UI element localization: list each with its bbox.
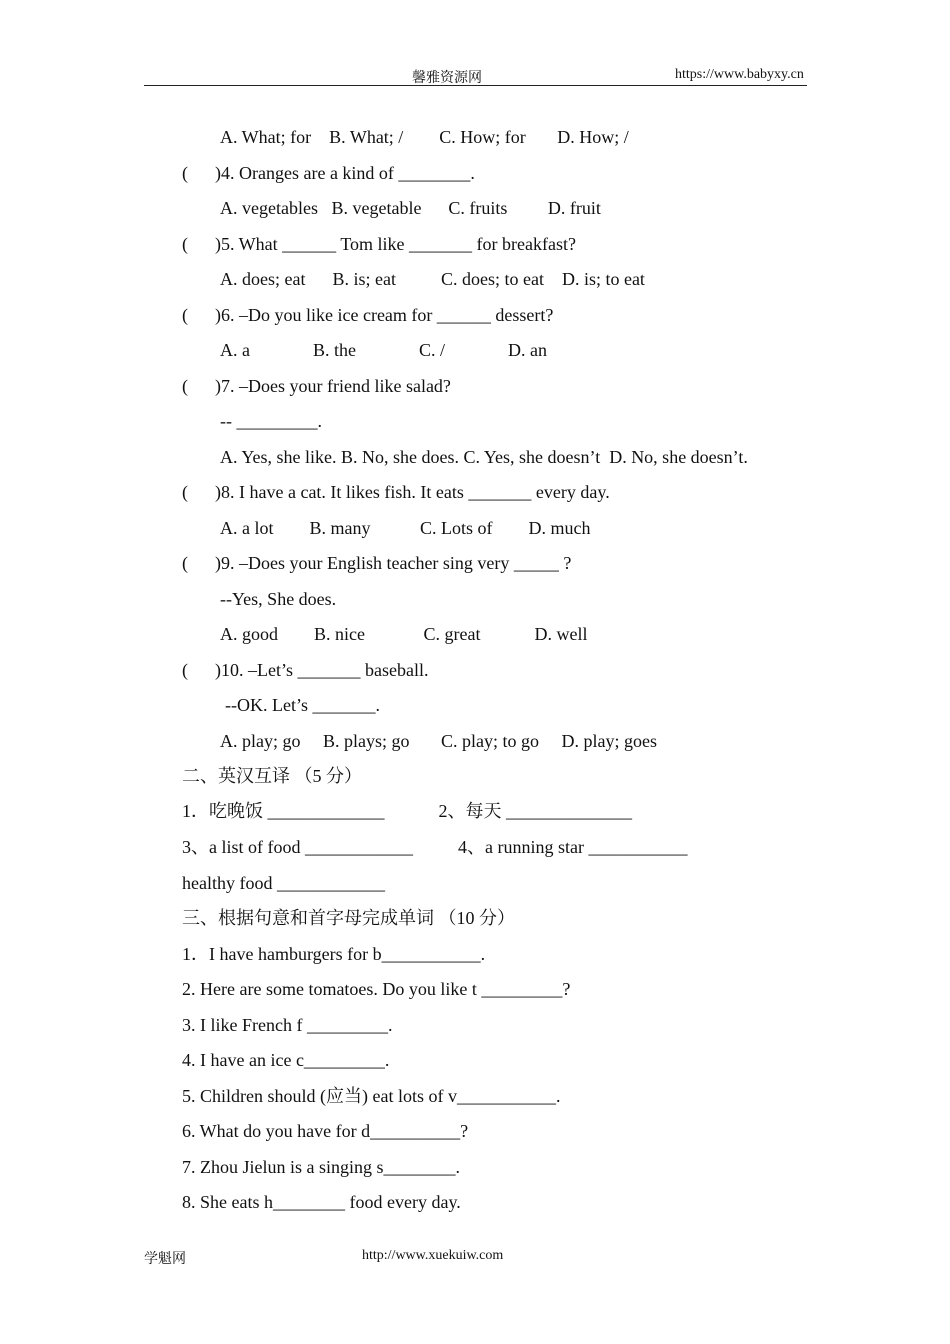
q7-question: ( )7. –Does your friend like salad? — [182, 376, 451, 396]
section-3-heading: 三、根据句意和首字母完成单词 （10 分） — [182, 908, 515, 928]
fill-item-2: 2. Here are some tomatoes. Do you like t _________? — [182, 979, 571, 999]
q9-options: A. good B. nice C. great D. well — [220, 624, 588, 644]
q9-response: --Yes, She does. — [220, 589, 337, 609]
translate-row-2: 3、a list of food ____________ 4、a running star ___________ — [182, 837, 688, 857]
q6-question: ( )6. –Do you like ice cream for ______ dessert? — [182, 305, 554, 325]
section-2-heading: 二、英汉互译 （5 分） — [182, 766, 362, 786]
footer-site-name: 学魁网 — [144, 1252, 186, 1267]
q10-response: --OK. Let’s _______. — [225, 695, 380, 715]
translate-row-1: 1．吃晚饭 _____________ 2、每天 ______________ — [182, 801, 632, 821]
fill-item-8: 8. She eats h________ food every day. — [182, 1192, 461, 1212]
header-url: https://www.babyxy.cn — [675, 67, 804, 82]
header-divider — [144, 85, 807, 86]
q4-options: A. vegetables B. vegetable C. fruits D. fruit — [220, 198, 601, 218]
fill-item-7: 7. Zhou Jielun is a singing s________. — [182, 1157, 460, 1177]
q10-question: ( )10. –Let’s _______ baseball. — [182, 660, 429, 680]
q7-options: A. Yes, she like. B. No, she does. C. Yes, she doesn’t D. No, she doesn’t. — [220, 447, 748, 467]
q8-question: ( )8. I have a cat. It likes fish. It eats _______ every day. — [182, 482, 610, 502]
footer-url: http://www.xuekuiw.com — [362, 1248, 504, 1263]
fill-item-6: 6. What do you have for d__________? — [182, 1121, 469, 1141]
header-site-name: 馨雅资源网 — [412, 71, 482, 86]
q4-question: ( )4. Oranges are a kind of ________. — [182, 163, 475, 183]
q8-options: A. a lot B. many C. Lots of D. much — [220, 518, 591, 538]
fill-item-4: 4. I have an ice c_________. — [182, 1050, 390, 1070]
translate-row-3: healthy food ____________ — [182, 873, 385, 893]
q7-answer-blank: -- _________. — [220, 411, 322, 431]
fill-item-3: 3. I like French f _________. — [182, 1015, 393, 1035]
q5-options: A. does; eat B. is; eat C. does; to eat D. is; to eat — [220, 269, 645, 289]
fill-item-5: 5. Children should (应当) eat lots of v___________. — [182, 1086, 561, 1106]
q10-options: A. play; go B. plays; go C. play; to go D. play; goes — [220, 731, 657, 751]
q6-options: A. a B. the C. / D. an — [220, 340, 547, 360]
q5-question: ( )5. What ______ Tom like _______ for breakfast? — [182, 234, 576, 254]
q3-options: A. What; for B. What; / C. How; for D. How; / — [220, 127, 629, 147]
q9-question: ( )9. –Does your English teacher sing very _____ ? — [182, 553, 572, 573]
fill-item-1: 1．I have hamburgers for b___________. — [182, 944, 486, 964]
